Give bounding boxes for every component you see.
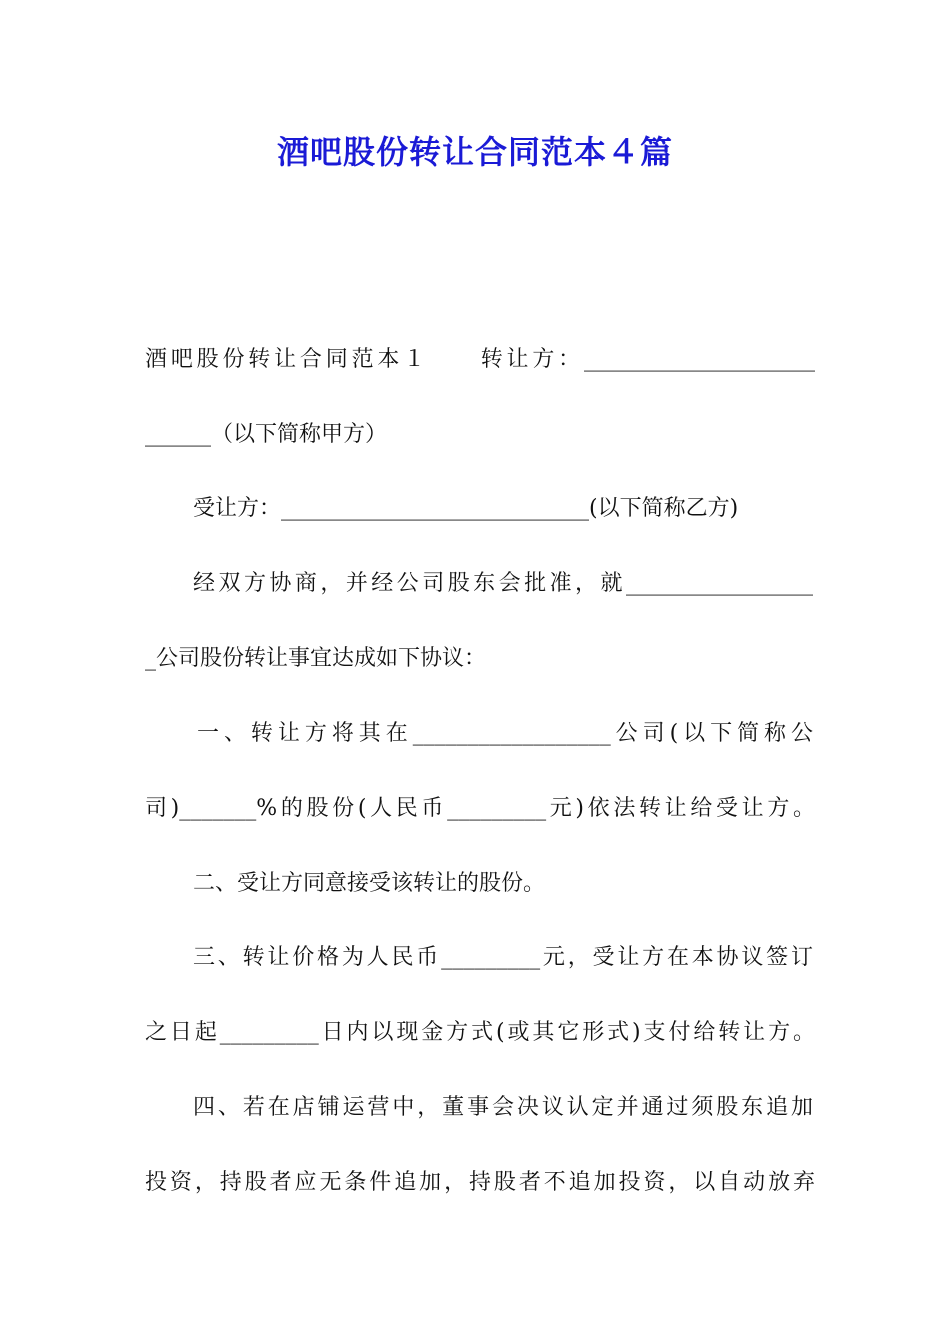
paragraph-line-9: 三、转让价格为人民币_________元，受让方在本协议签订 xyxy=(193,945,813,970)
paragraph-line-4: 经双方协商，并经公司股东会批准，就_________________ xyxy=(193,571,813,596)
paragraph-line-11: 四、若在店铺运营中，董事会决议认定并通过须股东追加 xyxy=(193,1095,813,1120)
paragraph-line-8: 二、受让方同意接受该转让的股份。 xyxy=(193,871,546,896)
paragraph-line-1: 酒吧股份转让合同范本１ 转让方：_____________________ xyxy=(145,347,815,372)
paragraph-line-5: _公司股份转让事宜达成如下协议： xyxy=(145,646,487,671)
paragraph-line-7: 司)_______%的股份(人民币_________元)依法转让给受让方。 xyxy=(145,796,815,821)
paragraph-line-6: 一、转让方将其在__________________公司(以下简称公 xyxy=(197,721,813,746)
document-title: 酒吧股份转让合同范本４篇 xyxy=(276,133,673,171)
paragraph-line-12: 投资，持股者应无条件追加，持股者不追加投资，以自动放弃 xyxy=(145,1170,815,1195)
paragraph-line-3: 受让方：____________________________(以下简称乙方) xyxy=(193,496,739,521)
paragraph-line-2: ______（以下简称甲方） xyxy=(145,422,388,447)
paragraph-line-10: 之日起_________日内以现金方式(或其它形式)支付给转让方。 xyxy=(145,1020,815,1045)
